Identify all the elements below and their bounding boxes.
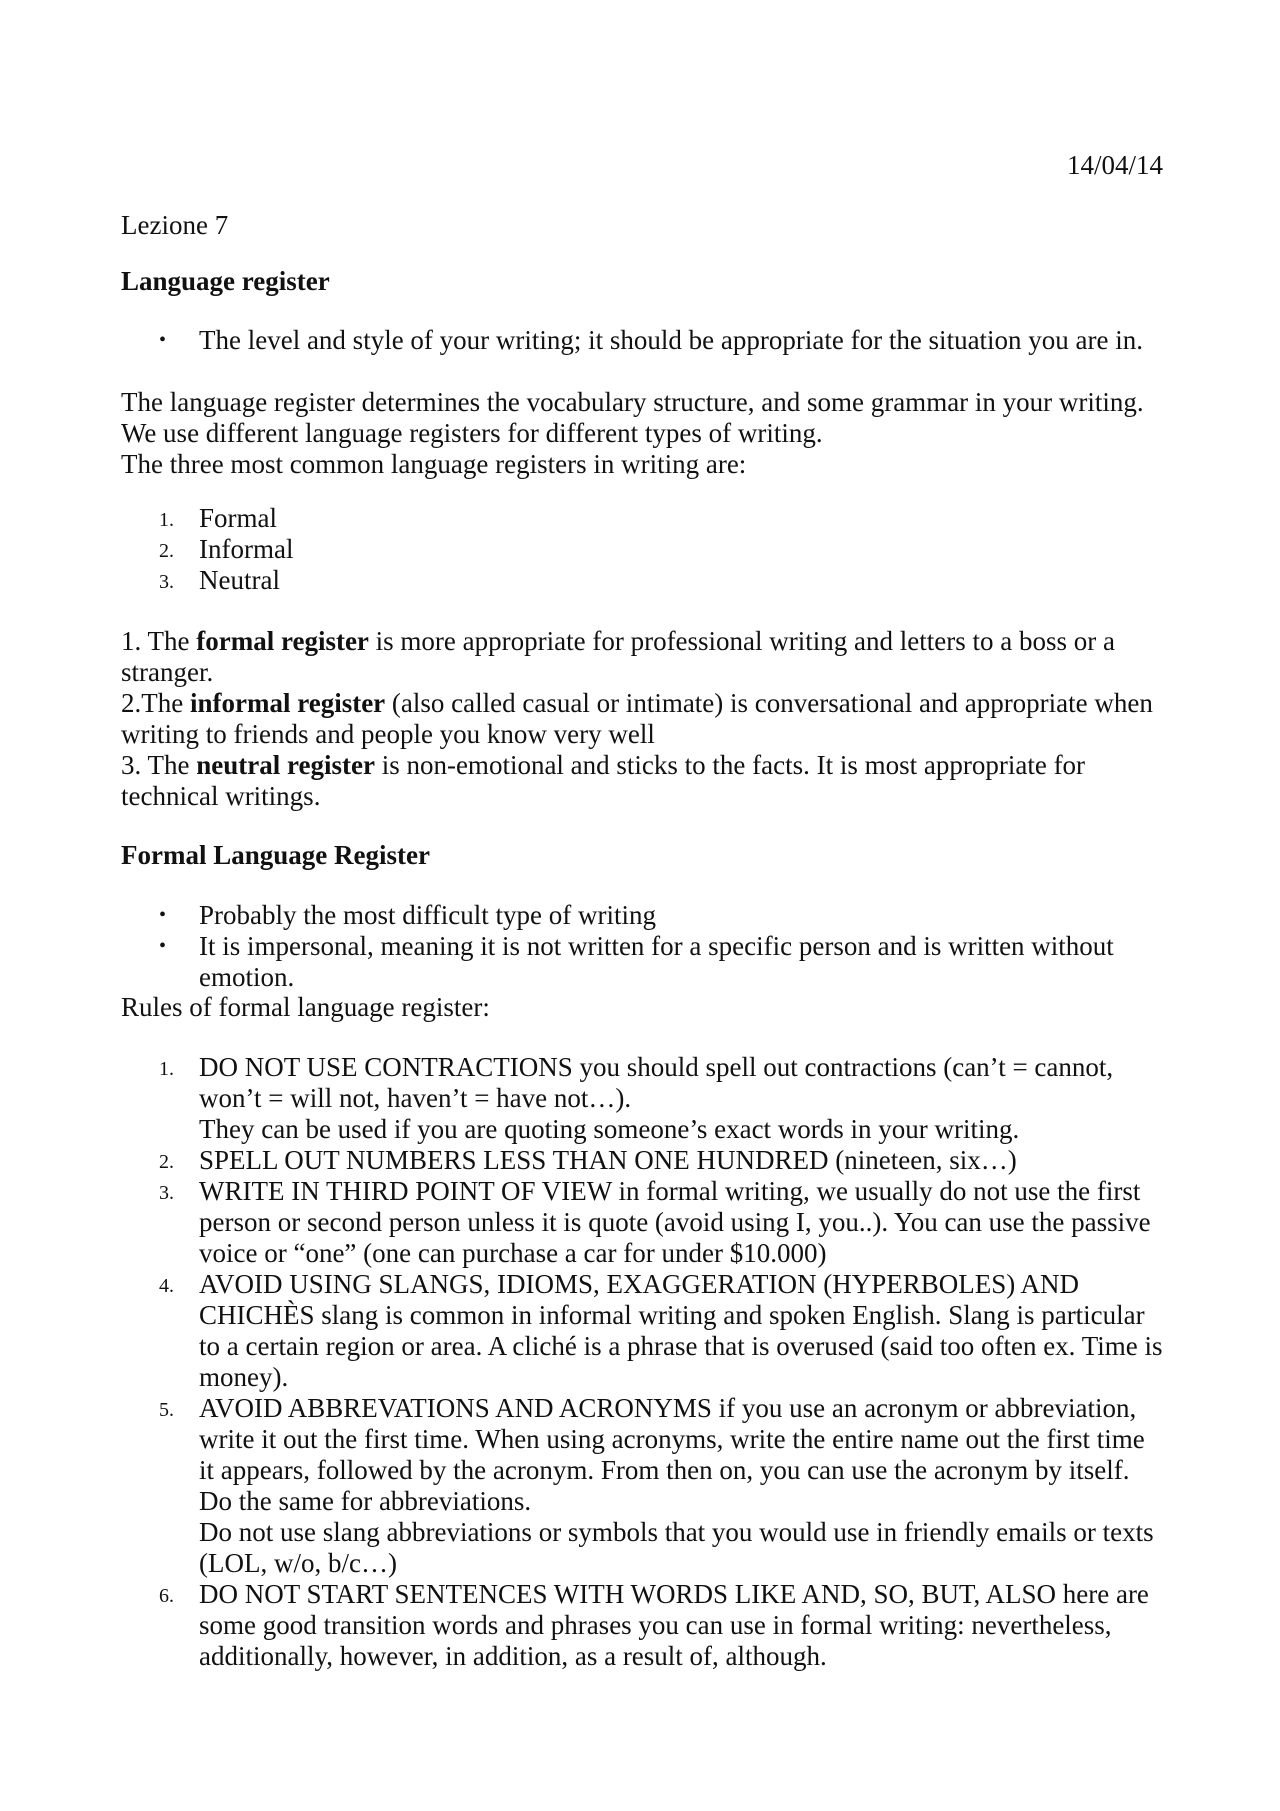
definition-formal: 1. The formal register is more appropriate for professional writing and letters to a boss or a stranger. (121, 626, 1115, 687)
heading-language-register: Language register (121, 266, 330, 296)
heading-formal-register: Formal Language Register (121, 840, 430, 870)
rule-item: 4. AVOID USING SLANGS, IDIOMS, EXAGGERATION (HYPERBOLES) AND CHICHÈS slang is common in informal writing and spoken English. Slang is particular to a certain region or area. A cliché is a phrase that is overused (said too often ex. Time is money). (159, 1269, 1163, 1392)
rule-item: 3. WRITE IN THIRD POINT OF VIEW in formal writing, we usually do not use the first person or second person unless it is quote (avoid using I, you..). You can use the passive voice or “one” (one can purchase a car for under $10.000) (159, 1176, 1151, 1268)
rule-item: 5. AVOID ABBREVATIONS AND ACRONYMS if you use an acronym or abbreviation, write it out the first time. When using acronyms, write the entire name out the first time it appears, followed by the acronym. From then on, you can use the acronym by itself. Do the same for abbreviations. Do not use slang abbreviations or symbols that you would use in friendly emails or texts (LOL, w/o, b/c…) (159, 1393, 1154, 1578)
bullet-icon: • (159, 329, 167, 351)
paragraph-register-definition: The language register determines the vocabulary structure, and some grammar in your writing. We use different language registers for different types of writing. (121, 387, 1144, 448)
rules-intro: Rules of formal language register: (121, 992, 490, 1022)
lesson-title: Lezione 7 (121, 210, 229, 240)
rule-item: 1. DO NOT USE CONTRACTIONS you should spell out contractions (can’t = cannot, won’t = will not, haven’t = have not…). They can be used if you are quoting someone’s exact words in your writing. (159, 1052, 1114, 1144)
list-item: 1. Formal (159, 503, 277, 533)
registers-list (121, 503, 1163, 596)
list-item: 3. Neutral (159, 565, 280, 595)
paragraph-three-registers: The three most common language registers in writing are: (121, 449, 747, 479)
list-item: • It is impersonal, meaning it is not written for a specific person and is written without emotion. (159, 931, 1114, 992)
bullet-icon: • (159, 904, 167, 926)
rules-list (121, 1052, 1163, 1672)
bullet-icon: • (159, 935, 167, 957)
bullet-list-1 (121, 325, 1163, 356)
rule-item: 2. SPELL OUT NUMBERS LESS THAN ONE HUNDRED (nineteen, six…) (159, 1145, 1017, 1175)
definition-informal: 2.The informal register (also called casual or intimate) is conversational and appropriate when writing to friends and people you know very well (121, 688, 1153, 749)
register-definitions (121, 626, 1163, 812)
bullet-list-2 (121, 900, 1163, 993)
rule-item: 6. DO NOT START SENTENCES WITH WORDS LIKE AND, SO, BUT, ALSO here are some good transition words and phrases you can use in formal writing: nevertheless, additionally, however, in addition, as a result of, although. (159, 1579, 1149, 1671)
list-item: • The level and style of your writing; it should be appropriate for the situation you are in. (159, 325, 1144, 355)
list-item: • Probably the most difficult type of writing (159, 900, 656, 930)
document-date: 14/04/14 (1066, 150, 1163, 180)
list-item: 2. Informal (159, 534, 294, 564)
definition-neutral: 3. The neutral register is non-emotional and sticks to the facts. It is most appropriate for technical writings. (121, 750, 1086, 811)
